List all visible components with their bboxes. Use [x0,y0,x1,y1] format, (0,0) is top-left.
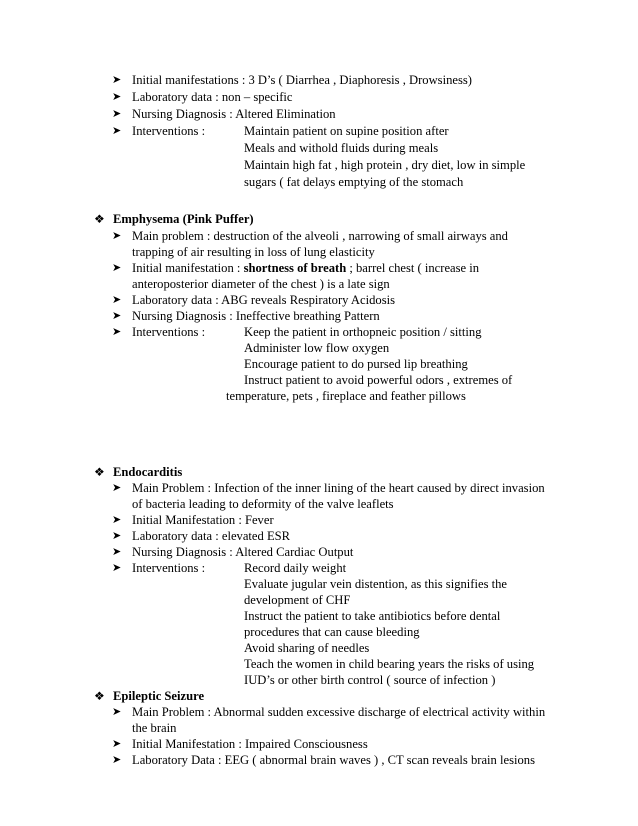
intervention-item: Maintain high fat , high protein , dry diet, low in simple [244,158,526,172]
intervention-item: Avoid sharing of needles [244,641,370,655]
lab-data-text: Laboratory data : ABG reveals Respiratory Acidosis [132,293,396,307]
intervention-item: Administer low flow oxygen [244,341,390,355]
arrow-bullet-icon: ➤ [112,706,122,718]
intervention-item: Record daily weight [244,561,347,575]
intervention-item: temperature, pets , fireplace and feather pillows [226,389,466,403]
initial-manifestation-text: anteroposterior diameter of the chest ) is a late sign [132,277,390,291]
bullet-text: Nursing Diagnosis : Altered Elimination [132,107,336,121]
arrow-bullet-icon: ➤ [112,74,122,86]
arrow-bullet-icon: ➤ [112,91,122,103]
main-problem-text: of bacteria leading to deformity of the valve leaflets [132,497,394,511]
intervention-item: Instruct patient to avoid powerful odors , extremes of [244,373,513,387]
intervention-item: IUD’s or other birth control ( source of infection ) [244,673,496,687]
interventions-label: Interventions : [132,124,206,138]
lab-data-text: Laboratory data : elevated ESR [132,529,291,543]
arrow-bullet-icon: ➤ [112,310,122,322]
main-problem-text: trapping of air resulting in loss of lung elasticity [132,245,375,259]
bullet-text: Initial manifestations : 3 D’s ( Diarrhea , Diaphoresis , Drowsiness) [132,73,472,87]
main-problem-text: Main problem : destruction of the alveoli , narrowing of small airways and [132,229,508,243]
intervention-item: sugars ( fat delays emptying of the stomach [244,175,464,189]
initial-manifestation-text: Initial Manifestation : Impaired Consciousness [132,737,368,751]
initial-manifestation-text: Initial Manifestation : Fever [132,513,274,527]
arrow-bullet-icon: ➤ [112,546,122,558]
section-heading: Epileptic Seizure [113,689,205,703]
arrow-bullet-icon: ➤ [112,754,122,766]
diamond-bullet-icon: ❖ [94,212,105,226]
nursing-diagnosis-text: Nursing Diagnosis : Ineffective breathing Pattern [132,309,380,323]
emphasis-text: shortness of breath [243,261,347,275]
main-problem-text: Main Problem : Infection of the inner lining of the heart caused by direct invasion [132,481,545,495]
arrow-bullet-icon: ➤ [112,262,122,274]
main-problem-text: Main Problem : Abnormal sudden excessive discharge of electrical activity within [132,705,546,719]
arrow-bullet-icon: ➤ [112,562,122,574]
intervention-item: procedures that can cause bleeding [244,625,420,639]
intervention-item: Maintain patient on supine position after [244,124,449,138]
arrow-bullet-icon: ➤ [112,738,122,750]
intervention-item: Keep the patient in orthopneic position / sitting [244,325,482,339]
initial-manifestation-text: Initial manifestation : shortness of breath ; barrel chest ( increase in [132,261,480,275]
section-heading: Endocarditis [113,465,183,479]
intervention-item: Encourage patient to do pursed lip breathing [244,357,468,371]
section-heading: Emphysema (Pink Puffer) [113,212,254,226]
intervention-item: development of CHF [244,593,351,607]
intervention-item: Meals and withold fluids during meals [244,141,439,155]
arrow-bullet-icon: ➤ [112,108,122,120]
interventions-label: Interventions : [132,325,206,339]
nursing-diagnosis-text: Nursing Diagnosis : Altered Cardiac Output [132,545,354,559]
intervention-item: Teach the women in child bearing years the risks of using [244,657,535,671]
main-problem-text: the brain [132,721,177,735]
arrow-bullet-icon: ➤ [112,530,122,542]
interventions-label: Interventions : [132,561,206,575]
arrow-bullet-icon: ➤ [112,294,122,306]
arrow-bullet-icon: ➤ [112,482,122,494]
intervention-item: Instruct the patient to take antibiotics before dental [244,609,501,623]
arrow-bullet-icon: ➤ [112,326,122,338]
arrow-bullet-icon: ➤ [112,514,122,526]
lab-data-text: Laboratory Data : EEG ( abnormal brain waves ) , CT scan reveals brain lesions [132,753,535,767]
diamond-bullet-icon: ❖ [94,465,105,479]
intervention-item: Evaluate jugular vein distention, as this signifies the [244,577,508,591]
bullet-text: Laboratory data : non – specific [132,90,293,104]
arrow-bullet-icon: ➤ [112,230,122,242]
diamond-bullet-icon: ❖ [94,689,105,703]
arrow-bullet-icon: ➤ [112,125,122,137]
